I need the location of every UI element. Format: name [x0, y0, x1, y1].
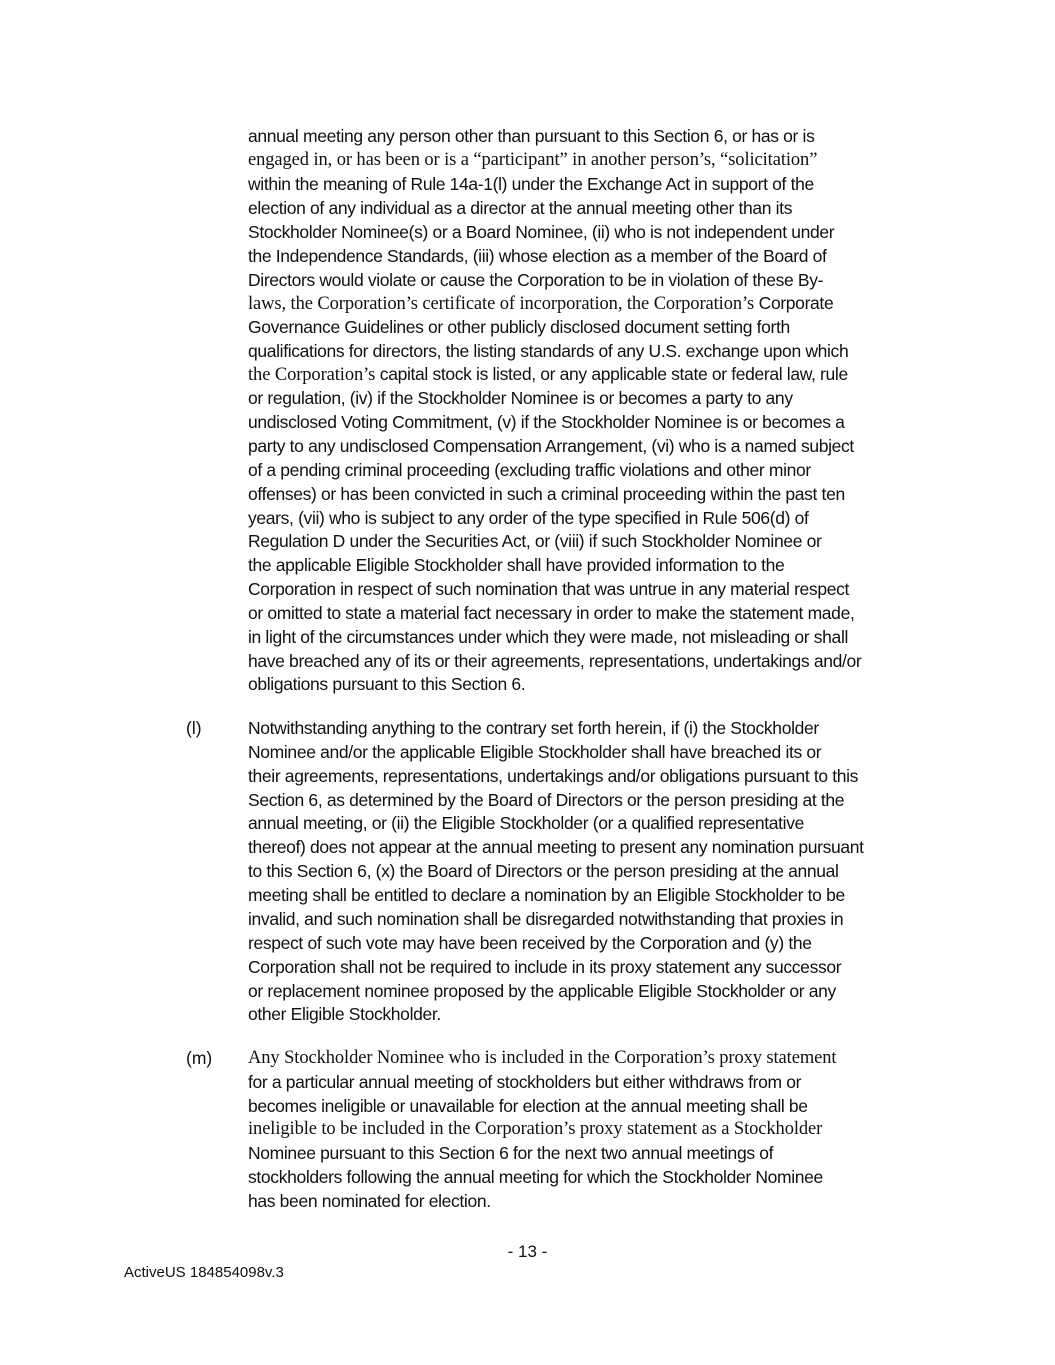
paragraph-line: years, (vii) who is subject to any order of the type specified in Rule 506(d) of [248, 508, 809, 528]
paragraph-line: election of any individual as a director at the annual meeting other than its [248, 198, 793, 218]
paragraph-line: qualifications for directors, the listing standards of any U.S. exchange upon which [248, 341, 849, 361]
paragraph-line: Regulation D under the Securities Act, or (viii) if such Stockholder Nominee or [248, 531, 822, 551]
paragraph-line: has been nominated for election. [248, 1191, 491, 1211]
paragraph-line: meeting shall be entitled to declare a nomination by an Eligible Stockholder to be [248, 885, 845, 905]
paragraph-line: respect of such vote may have been received by the Corporation and (y) the [248, 933, 812, 953]
paragraph-line: their agreements, representations, undertakings and/or obligations pursuant to this [248, 766, 859, 786]
paragraph-line: Directors would violate or cause the Corporation to be in violation of these By- [248, 270, 824, 290]
paragraph-line-sans-part: Corporate [754, 293, 834, 313]
paragraph-line: have breached any of its or their agreements, representations, undertakings and/or [248, 651, 862, 671]
paragraph-line: stockholders following the annual meeting for which the Stockholder Nominee [248, 1167, 823, 1187]
paragraph-line: engaged in, or has been or is a “participant” in another person’s, “solicitation” [248, 150, 818, 170]
paragraph-line [248, 291, 833, 316]
paragraph-line: the applicable Eligible Stockholder shall have provided information to the [248, 555, 785, 575]
paragraph-line: annual meeting any person other than pursuant to this Section 6, or has or is [248, 126, 815, 146]
paragraph-line: Stockholder Nominee(s) or a Board Nominee, (ii) who is not independent under [248, 222, 835, 242]
paragraph-line: in light of the circumstances under which they were made, not misleading or shall [248, 627, 849, 647]
paragraph-line: other Eligible Stockholder. [248, 1004, 441, 1024]
paragraph-line: Corporation in respect of such nomination that was untrue in any material respect [248, 579, 850, 599]
page-number: - 13 - [507, 1242, 548, 1261]
paragraph-line: invalid, and such nomination shall be disregarded notwithstanding that proxies in [248, 909, 844, 929]
paragraph-line: or regulation, (iv) if the Stockholder Nominee is or becomes a party to any [248, 388, 793, 408]
paragraph-line: Notwithstanding anything to the contrary set forth herein, if (i) the Stockholder [248, 718, 819, 738]
paragraph-line [248, 362, 848, 387]
paragraph-line-sans-part: capital stock is listed, or any applicable state or federal law, rule [375, 364, 848, 384]
document-id: ActiveUS 184854098v.3 [124, 1264, 284, 1281]
paragraph-line-serif-part: the Corporation’s [248, 365, 376, 385]
paragraph-line: or omitted to state a material fact necessary in order to make the statement made, [248, 603, 855, 623]
paragraph-line: for a particular annual meeting of stockholders but either withdraws from or [248, 1072, 802, 1092]
paragraph-line: to this Section 6, (x) the Board of Directors or the person presiding at the annual [248, 861, 839, 881]
paragraph-line: Corporation shall not be required to include in its proxy statement any successor [248, 957, 842, 977]
section-marker: (m) [186, 1048, 213, 1068]
paragraph-line: Any Stockholder Nominee who is included in the Corporation’s proxy statement [248, 1048, 837, 1068]
section-marker: (l) [186, 718, 202, 738]
paragraph-line: or replacement nominee proposed by the applicable Eligible Stockholder or any [248, 981, 836, 1001]
paragraph-line: Nominee and/or the applicable Eligible Stockholder shall have breached its or [248, 742, 822, 762]
paragraph-line: Nominee pursuant to this Section 6 for the next two annual meetings of [248, 1143, 774, 1163]
paragraph-line: becomes ineligible or unavailable for election at the annual meeting shall be [248, 1096, 808, 1116]
paragraph-line: obligations pursuant to this Section 6. [248, 674, 526, 694]
paragraph-line: Section 6, as determined by the Board of Directors or the person presiding at the [248, 790, 845, 810]
paragraph-line-serif-part: laws, the Corporation’s certificate of incorporation, the Corporation’s [248, 294, 755, 314]
paragraph-line: ineligible to be included in the Corporation’s proxy statement as a Stockholder [248, 1119, 823, 1139]
paragraph-line: the Independence Standards, (iii) whose election as a member of the Board of [248, 246, 827, 266]
paragraph-line: of a pending criminal proceeding (excluding traffic violations and other minor [248, 460, 811, 480]
paragraph-line: party to any undisclosed Compensation Arrangement, (vi) who is a named subject [248, 436, 854, 456]
paragraph-line: annual meeting, or (ii) the Eligible Stockholder (or a qualified representative [248, 813, 805, 833]
paragraph-line: Governance Guidelines or other publicly disclosed document setting forth [248, 317, 790, 337]
paragraph-line: thereof) does not appear at the annual meeting to present any nomination pursuant [248, 837, 864, 857]
paragraph-line: undisclosed Voting Commitment, (v) if the Stockholder Nominee is or becomes a [248, 412, 845, 432]
paragraph-line: offenses) or has been convicted in such a criminal proceeding within the past ten [248, 484, 845, 504]
paragraph-line: within the meaning of Rule 14a-1(l) under the Exchange Act in support of the [248, 174, 814, 194]
